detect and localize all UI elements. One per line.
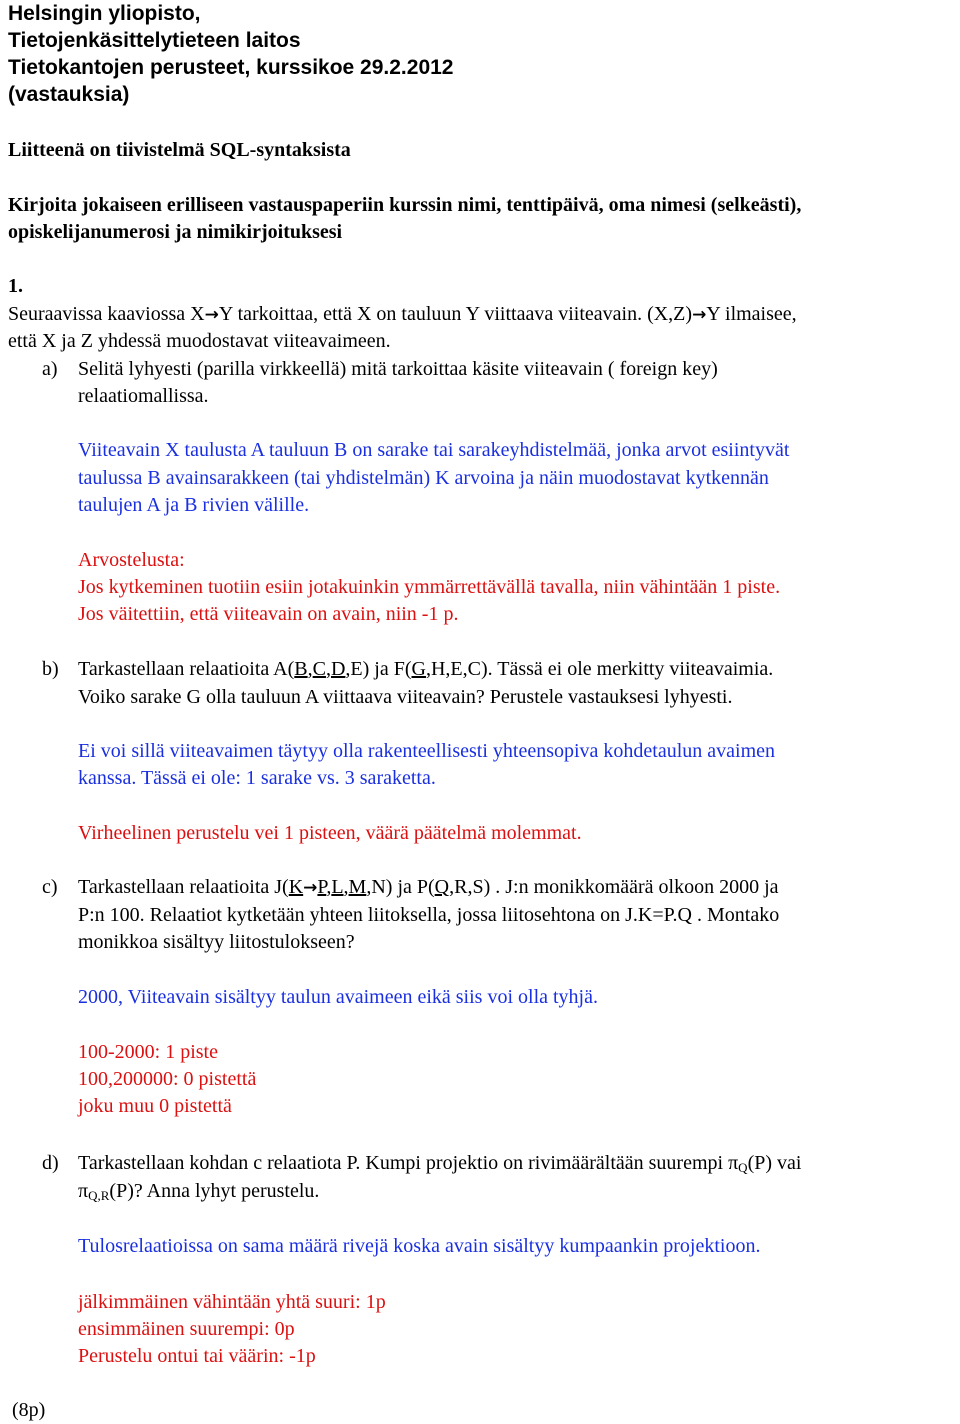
part-b-label: b) bbox=[42, 658, 59, 680]
part-c-label: c) bbox=[42, 876, 58, 898]
part-b-question-line-2: Voiko sarake G olla tauluun A viittaava viiteavain? Perustele vastauksesi lyhyesti. bbox=[78, 686, 733, 708]
part-d-question-line-1: Tarkastellaan kohdan c relaatiota P. Kumpi projektio on rivimäärältään suurempi $\pi_Q(P)$ vai bbox=[78, 1152, 802, 1175]
part-a-grading-title: Arvostelusta: bbox=[78, 549, 185, 571]
pi-symbol: π bbox=[78, 1180, 89, 1202]
part-a-grading-line-2: Jos väitettiin, että viiteavain on avain, niin -1 p. bbox=[78, 603, 459, 625]
part-a-answer-line-2: taulussa B avainsarakkeen (tai yhdistelmän) K arvoina ja näin muodostavat kytkennän bbox=[78, 467, 769, 489]
question-description-line-2: että X ja Z yhdessä muodostavat viiteavaimeen. bbox=[8, 330, 391, 352]
part-d-grading-line-3: Perustelu ontui tai väärin: -1p bbox=[78, 1345, 316, 1367]
part-c-question-line-2: P:n 100. Relaatiot kytketään yhteen liitoksella, jossa liitosehtona on J.K=P.Q . Montako bbox=[78, 904, 780, 926]
header-exam-title: Tietokantojen perusteet, kurssikoe 29.2.2012 bbox=[8, 56, 454, 79]
question-description-line-1: Seuraavissa kaaviossa X→Y tarkoittaa, että X on tauluun Y viittaava viiteavain. (X,Z)→Y ilmaisee, bbox=[8, 303, 797, 325]
right-arrow-icon: → bbox=[692, 305, 707, 325]
part-d-grading-line-2: ensimmäinen suurempi: 0p bbox=[78, 1318, 295, 1340]
part-b-answer-line-1: Ei voi sillä viiteavaimen täytyy olla rakenteellisesti yhteensopiva kohdetaulun avaimen bbox=[78, 740, 776, 762]
part-c-question-line-1: Tarkastellaan relaatioita J(K→P,L,M,N) ja P(Q,R,S) . J:n monikkomäärä olkoon 2000 ja bbox=[78, 876, 779, 898]
part-a-answer-line-1: Viiteavain X taulusta A tauluun B on sarake tai sarakeyhdistelmää, jonka arvot esiintyvät bbox=[78, 439, 790, 461]
instructions-line-2: opiskelijanumerosi ja nimikirjoituksesi bbox=[8, 221, 343, 243]
header-subtitle: (vastauksia) bbox=[8, 83, 130, 106]
part-b-answer-line-2: kanssa. Tässä ei ole: 1 sarake vs. 3 saraketta. bbox=[78, 767, 436, 789]
part-d-grading-line-1: jälkimmäinen vähintään yhtä suuri: 1p bbox=[78, 1291, 386, 1313]
part-c-question-line-3: monikkoa sisältyy liitostulokseen? bbox=[78, 931, 355, 953]
part-a-label: a) bbox=[42, 358, 58, 380]
pi-symbol: π bbox=[728, 1152, 739, 1174]
part-a-answer-line-3: taulujen A ja B rivien välille. bbox=[78, 494, 310, 516]
part-d-answer: Tulosrelaatioissa on sama määrä rivejä koska avain sisältyy kumpaankin projektioon. bbox=[78, 1235, 761, 1257]
right-arrow-icon: → bbox=[303, 878, 318, 898]
part-d-question-line-2: $\pi_{Q,R}(P)$? Anna lyhyt perustelu. bbox=[78, 1180, 320, 1203]
part-c-answer: 2000, Viiteavain sisältyy taulun avaimeen eikä siis voi olla tyhjä. bbox=[78, 986, 598, 1008]
part-a-question-line-2: relaatiomallissa. bbox=[78, 385, 209, 407]
part-d-label: d) bbox=[42, 1152, 59, 1174]
part-a-question-line-1: Selitä lyhyesti (parilla virkkeellä) mitä tarkoittaa käsite viiteavain ( foreign key) bbox=[78, 358, 718, 380]
part-c-grading-line-2: 100,200000: 0 pistettä bbox=[78, 1068, 257, 1090]
part-b-question-line-1: Tarkastellaan relaatioita A(B,C,D,E) ja F(G,H,E,C). Tässä ei ole merkitty viiteavaimia. bbox=[78, 658, 774, 680]
right-arrow-icon: → bbox=[204, 305, 219, 325]
question-number: 1. bbox=[8, 275, 23, 297]
part-c-grading-line-1: 100-2000: 1 piste bbox=[78, 1041, 218, 1063]
instructions-line-1: Kirjoita jokaiseen erilliseen vastauspaperiin kurssin nimi, tenttipäivä, oma nimesi (selkeästi), bbox=[8, 194, 802, 216]
header-university: Helsingin yliopisto, bbox=[8, 2, 201, 25]
question-points: (8p) bbox=[12, 1399, 46, 1421]
part-c-grading-line-3: joku muu 0 pistettä bbox=[78, 1095, 232, 1117]
part-b-grading: Virheelinen perustelu vei 1 pisteen, väärä päätelmä molemmat. bbox=[78, 822, 582, 844]
part-a-grading-line-1: Jos kytkeminen tuotiin esiin jotakuinkin ymmärrettävällä tavalla, niin vähintään 1 piste. bbox=[78, 576, 781, 598]
header-department: Tietojenkäsittelytieteen laitos bbox=[8, 29, 301, 52]
attachment-note: Liitteenä on tiivistelmä SQL-syntaksista bbox=[8, 139, 351, 161]
